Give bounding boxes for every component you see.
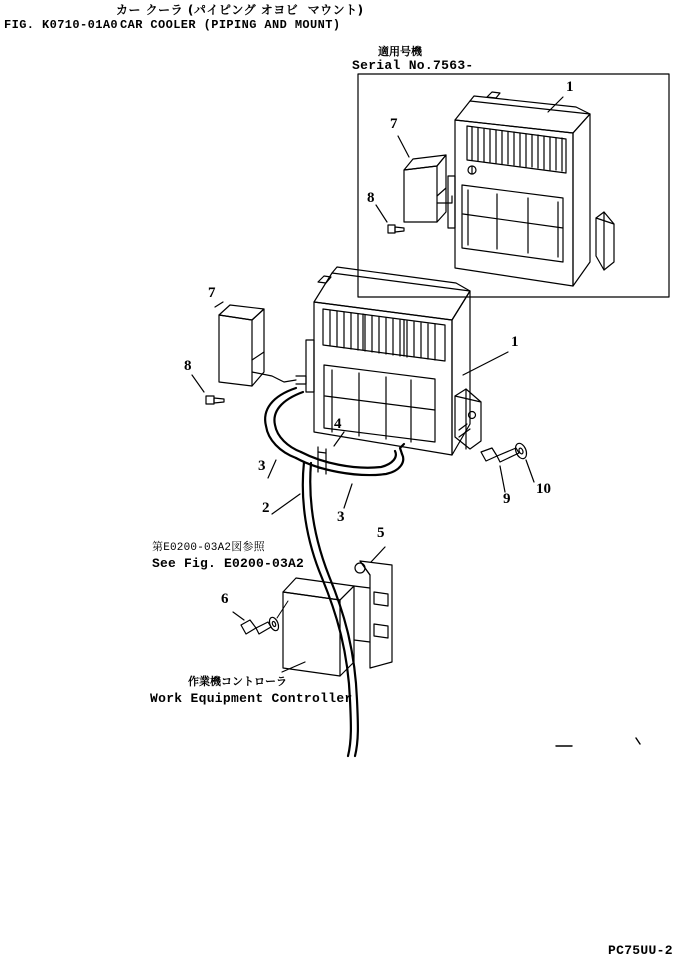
serial-inset-frame (358, 74, 669, 297)
relay-box-upper (404, 155, 452, 222)
cooler-unit-upper (448, 92, 614, 286)
leader-9 (500, 466, 505, 492)
footer-page-code: PC75UU-2 (608, 943, 673, 958)
callout-10: 10 (536, 481, 551, 497)
washer-item10 (513, 442, 528, 461)
bolt-upper-item8 (388, 225, 404, 233)
leader-4 (334, 432, 344, 446)
leader-5 (371, 547, 385, 562)
callout-3-right: 3 (337, 509, 345, 525)
callout-8-upper: 8 (367, 190, 375, 206)
leader-8-upper (376, 205, 387, 222)
controller-note-en: Work Equipment Controller (150, 691, 353, 706)
callout-1-main: 1 (511, 334, 519, 350)
callout-3-left: 3 (258, 458, 266, 474)
callout-5: 5 (377, 525, 385, 541)
leader-6 (233, 612, 244, 620)
callout-1-upper: 1 (566, 79, 574, 95)
callout-7-upper: 7 (390, 116, 398, 132)
relay-box-main (219, 305, 296, 386)
bolt-item9 (481, 448, 519, 462)
callout-6: 6 (221, 591, 229, 607)
header-jp-title: カー クーラ (パイピング オヨビ マウント) (116, 3, 364, 17)
leader-2 (272, 494, 300, 514)
callout-8-main: 8 (184, 358, 192, 374)
leader-10 (526, 460, 534, 482)
leader-3-right (344, 484, 352, 508)
leader-8-main (192, 375, 204, 392)
callout-7-main: 7 (208, 285, 216, 301)
header-fig-code: FIG. K0710-01A0 (4, 18, 119, 32)
header-en-title: CAR COOLER (PIPING AND MOUNT) (120, 18, 341, 32)
callout-4: 4 (334, 416, 342, 432)
bolt-item6 (241, 601, 288, 634)
leader-7-main (215, 302, 223, 307)
leader-3-left (268, 460, 276, 478)
callout-9: 9 (503, 491, 511, 507)
cooler-unit-main (296, 267, 481, 455)
leader-7-upper (398, 136, 409, 157)
see-fig-note-jp: 第E0200-03A2図参照 (152, 542, 265, 554)
serial-note-en: Serial No.7563- (352, 58, 474, 73)
serial-note-jp: 適用号機 (378, 45, 422, 58)
registration-marks (556, 738, 640, 746)
see-fig-note-en: See Fig. E0200-03A2 (152, 556, 305, 571)
bolt-main-item8 (206, 396, 224, 404)
controller-note-jp: 作業機コントローラ (188, 675, 287, 688)
callout-2: 2 (262, 500, 270, 516)
